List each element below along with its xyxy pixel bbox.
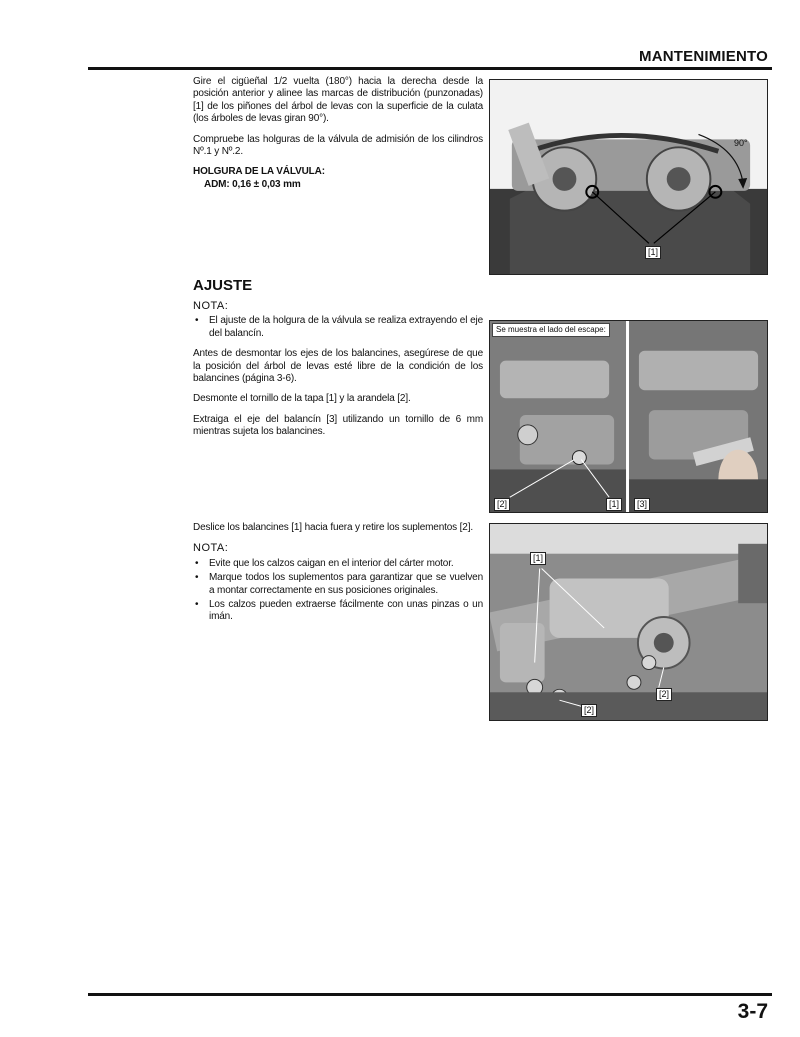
step1-paragraph-2: Compruebe las holguras de la válvula de admisión de los cilindros Nº.1 y Nº.2.: [193, 133, 483, 158]
bullet-icon: •: [195, 315, 199, 327]
step3-text: [193, 522, 483, 626]
step3-paragraph-1: Deslice los balancines [1] hacia fuera y retire los suplementos [2].: [193, 522, 473, 533]
adjust-note-bullet: [193, 315, 483, 340]
spec-value: ADM: 0,16 ± 0,03 mm: [204, 178, 301, 190]
step3-note-bullet-text: Los calzos pueden extraerse fácilmente con unas pinzas o un imán.: [209, 599, 483, 623]
bullet-icon: •: [195, 557, 199, 569]
step3-note-bullet: [193, 558, 483, 570]
callout-1: [1]: [645, 246, 661, 259]
header-rule: [88, 67, 772, 70]
step3-note-bullet: [193, 572, 483, 597]
step1-text: [193, 76, 483, 191]
section-header-title: MANTENIMIENTO: [639, 48, 768, 65]
step3-note-bullet-text: Marque todos los suplementos para garantizar que se vuelven a montar correctamente en sus posiciones originales.: [209, 572, 483, 596]
bullet-icon: •: [195, 572, 199, 584]
figure-rocker-arms-shims-photo: [489, 523, 768, 721]
callout-2: [2]: [656, 688, 672, 701]
bullet-icon: •: [195, 599, 199, 611]
page-number: 3-7: [737, 1000, 768, 1023]
footer-rule: [88, 993, 772, 996]
rocker-shaft-illustration: [490, 321, 767, 512]
camshaft-illustration: [490, 80, 767, 274]
callout-1: [1]: [530, 552, 546, 565]
adjust-section-title: AJUSTE: [193, 277, 253, 294]
adjust-note-label: NOTA:: [193, 300, 229, 312]
adjust-text: [193, 300, 483, 447]
adjust-paragraph-3: Extraiga el eje del balancín [3] utilizando un tornillo de 6 mm mientras sujeta los balancines.: [193, 413, 483, 438]
adjust-paragraph-2: Desmonte el tornillo de la tapa [1] y la arandela [2].: [193, 393, 411, 405]
step3-note-bullet-text: Evite que los calzos caigan en el interior del cárter motor.: [209, 557, 454, 569]
callout-2: [2]: [494, 498, 510, 511]
callout-1: [1]: [606, 498, 622, 511]
callout-2: [2]: [581, 704, 597, 717]
callout-3: [3]: [634, 498, 650, 511]
figure-rocker-shaft-photo: [489, 320, 768, 513]
angle-label-90: 90°: [734, 138, 748, 148]
figure2-caption: Se muestra el lado del escape:: [492, 323, 610, 337]
step3-note-label: NOTA:: [193, 542, 229, 555]
figure-camshaft-timing-photo: [489, 79, 768, 275]
adjust-paragraph-1: Antes de desmontar los ejes de los balancines, asegúrese de que la posición del árbol de levas esté libre de la condición de los balancines (página 3-6).: [193, 348, 483, 385]
step3-note-bullet: [193, 599, 483, 624]
spec-title: HOLGURA DE LA VÁLVULA:: [193, 166, 325, 178]
step1-paragraph-1: Gire el cigüeñal 1/2 vuelta (180°) hacia la derecha desde la posición anterior y alinee las marcas de distribución (punzonadas) [1] de los piñones del árbol de levas con la superficie de la culata (los árboles de levas giran 90°).: [193, 76, 483, 125]
adjust-note-bullet-text: El ajuste de la holgura de la válvula se realiza extrayendo el eje del balancín.: [209, 315, 483, 339]
